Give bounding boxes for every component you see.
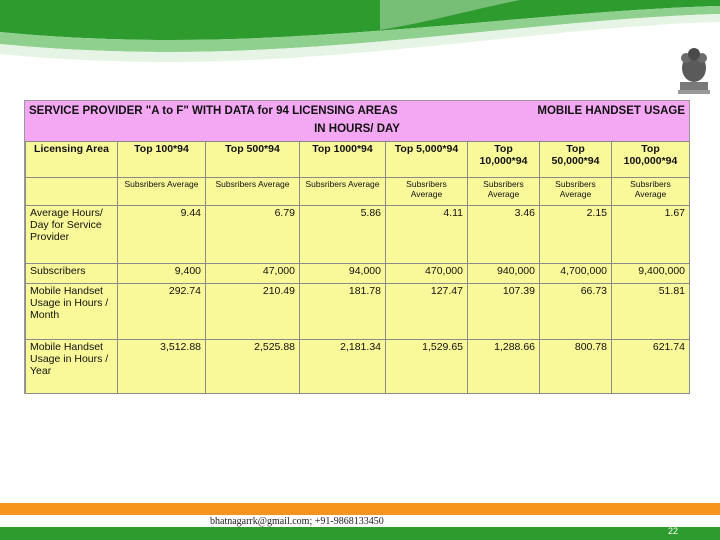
- footer-contact: bhatnagarrk@gmail.com; +91-9868133450: [210, 516, 384, 527]
- table-row: [26, 206, 690, 264]
- banner-left-title: SERVICE PROVIDER "A to F" WITH DATA for 94 LICENSING AREAS: [29, 105, 398, 117]
- value-cell: 470,000: [386, 264, 468, 284]
- value-cell: 9,400,000: [612, 264, 690, 284]
- sub-header-row: [26, 178, 690, 206]
- value-cell: 2,181.34: [300, 340, 386, 394]
- header-row: [26, 142, 690, 178]
- header-cell: Top 1000*94: [300, 142, 386, 178]
- sub-header-cell: Subsribers Average: [468, 178, 540, 206]
- value-cell: 2.15: [540, 206, 612, 264]
- header-cell: Top 50,000*94: [540, 142, 612, 178]
- value-cell: 127.47: [386, 284, 468, 340]
- value-cell: 4.11: [386, 206, 468, 264]
- header-cell: Top 5,000*94: [386, 142, 468, 178]
- table-banner: [25, 101, 689, 141]
- row-label: Subscribers: [26, 264, 118, 284]
- value-cell: 800.78: [540, 340, 612, 394]
- row-label: Mobile Handset Usage in Hours / Year: [26, 340, 118, 394]
- value-cell: 4,700,000: [540, 264, 612, 284]
- empty-cell: [26, 178, 118, 206]
- sub-header-cell: Subsribers Average: [540, 178, 612, 206]
- value-cell: 51.81: [612, 284, 690, 340]
- page-number: 22: [668, 526, 679, 536]
- value-cell: 9.44: [118, 206, 206, 264]
- value-cell: 3,512.88: [118, 340, 206, 394]
- sub-header-cell: Subsribers Average: [612, 178, 690, 206]
- header-cell: Top 100*94: [118, 142, 206, 178]
- usage-table-container: [24, 100, 690, 394]
- sub-header-cell: Subsribers Average: [118, 178, 206, 206]
- value-cell: 621.74: [612, 340, 690, 394]
- banner-subtitle: IN HOURS/ DAY: [314, 123, 400, 135]
- sub-header-cell: Subsribers Average: [386, 178, 468, 206]
- table-row: [26, 340, 690, 394]
- usage-table: [25, 141, 690, 394]
- banner-right-title: MOBILE HANDSET USAGE: [537, 105, 685, 117]
- value-cell: 3.46: [468, 206, 540, 264]
- table-row: [26, 264, 690, 284]
- value-cell: 9,400: [118, 264, 206, 284]
- value-cell: 2,525.88: [206, 340, 300, 394]
- header-cell: Top 500*94: [206, 142, 300, 178]
- value-cell: 292.74: [118, 284, 206, 340]
- sub-header-cell: Subsribers Average: [206, 178, 300, 206]
- value-cell: 181.78: [300, 284, 386, 340]
- sub-header-cell: Subsribers Average: [300, 178, 386, 206]
- value-cell: 1.67: [612, 206, 690, 264]
- value-cell: 47,000: [206, 264, 300, 284]
- value-cell: 107.39: [468, 284, 540, 340]
- footer-orange-stripe: [0, 503, 720, 515]
- footer-green-stripe: [0, 527, 720, 540]
- table-row: [26, 284, 690, 340]
- value-cell: 66.73: [540, 284, 612, 340]
- header-cell: Top 100,000*94: [612, 142, 690, 178]
- header-cell: Top 10,000*94: [468, 142, 540, 178]
- value-cell: 94,000: [300, 264, 386, 284]
- national-emblem-icon: [672, 42, 716, 98]
- value-cell: 1,529.65: [386, 340, 468, 394]
- value-cell: 940,000: [468, 264, 540, 284]
- header-cell: Licensing Area: [26, 142, 118, 178]
- row-label: Mobile Handset Usage in Hours / Month: [26, 284, 118, 340]
- header-swoosh-graphic: [0, 0, 720, 90]
- row-label: Average Hours/ Day for Service Provider: [26, 206, 118, 264]
- value-cell: 5.86: [300, 206, 386, 264]
- value-cell: 6.79: [206, 206, 300, 264]
- value-cell: 210.49: [206, 284, 300, 340]
- value-cell: 1,288.66: [468, 340, 540, 394]
